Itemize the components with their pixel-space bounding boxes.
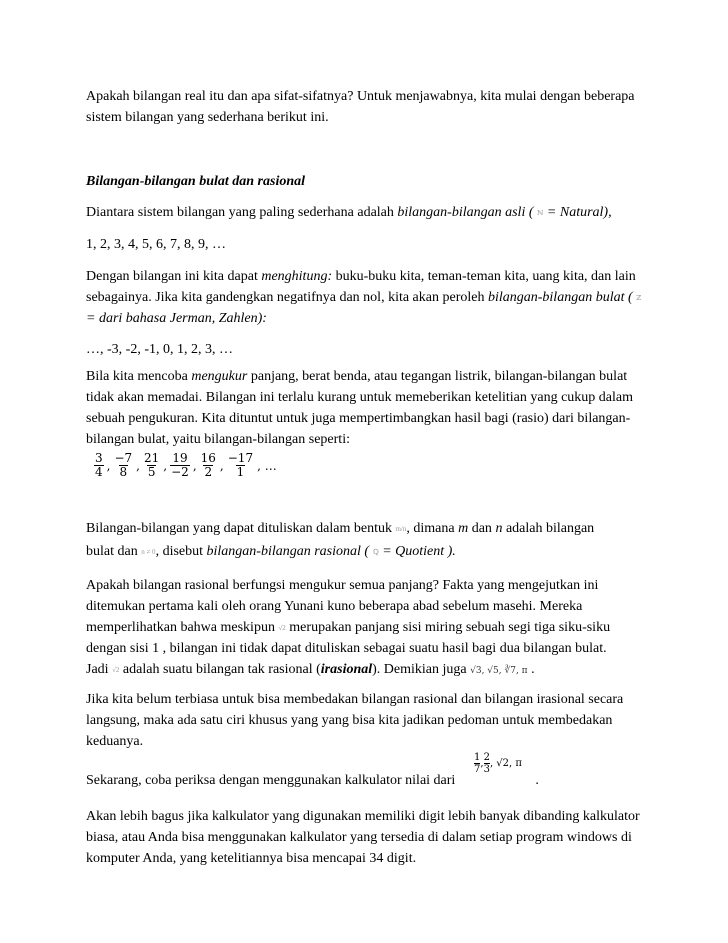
fraction-1: $\frac{3}{4}$ xyxy=(95,451,103,479)
fraction-one-seventh: $\frac{1}{7}$ xyxy=(474,752,481,775)
measure-text: Bila kita mencoba xyxy=(86,369,192,384)
count-after: = dari bahasa Jerman, Zahlen): xyxy=(86,311,267,326)
fraction-form-mn: m/n xyxy=(395,524,407,533)
measure-paragraph xyxy=(86,366,646,450)
fraction-examples: $\frac{3}{4}$ , $\frac{-7}{8}$ , $\frac{21}{5}$ , $\frac{19}{-2}$ , $\frac{16}{2}$ , $\frac{-17}{1}$ , … xyxy=(95,451,277,479)
greek-line-1: Apakah bilangan rasional berfungsi mengukur semua panjang? Fakta yang mengejutkan ini xyxy=(86,578,599,593)
count-paren: ( xyxy=(624,290,637,305)
fraction-3: $\frac{21}{5}$ xyxy=(144,451,160,479)
greek-line-3: memperlihatkan bahwa meskipun √2 merupakan panjang sisi miring sebuah segi tiga siku-siku xyxy=(86,620,611,635)
greek-line-5: Jadi √2 adalah suatu bilangan tak rasional (irasional). Demikian juga √3, √5, ∛7, π . xyxy=(86,662,535,677)
check-values: $\frac{1}{7}$ , $\frac{2}{3}$ , √2, π xyxy=(474,752,522,775)
intro-paragraph: Apakah bilangan real itu dan apa sifat-sifatnya? Untuk menjawabnya, kita mulai dengan beberapa sistem bilangan yang sederhana berikut ini. xyxy=(86,89,635,125)
rational-symbol: ℚ xyxy=(372,547,379,556)
count-mid: buku-buku kita, teman-teman kita, uang kita, dan lain sebagainya. Jika kita gandengkan negatifnya dan nol, kita akan peroleh xyxy=(86,269,636,305)
fraction-2: $\frac{-7}{8}$ xyxy=(114,451,133,479)
nonzero-condition: n ≠ 0 xyxy=(141,547,156,556)
integer-symbol: ℤ xyxy=(636,293,642,302)
irrational-term: irasional xyxy=(320,662,373,677)
measure-term: mengukur xyxy=(191,369,248,384)
count-term2: bilangan-bilangan bulat xyxy=(487,290,625,305)
natural-number-list: 1, 2, 3, 4, 5, 6, 7, 8, 9, … xyxy=(86,237,226,252)
natural-after: = Natural), xyxy=(543,205,612,220)
rational-line-1: Bilangan-bilangan yang dapat dituliskan dalam bentuk m/n, dimana m dan n adalah bilangan xyxy=(86,521,595,536)
natural-text: Diantara sistem bilangan yang paling sederhana adalah xyxy=(86,205,398,220)
natural-symbol: ℕ xyxy=(537,208,544,217)
sqrt2-symbol-2: √2 xyxy=(112,665,120,674)
check-paragraph: Sekarang, coba periksa dengan menggunakan kalkulator nilai dari . xyxy=(86,773,539,788)
natural-paren: ( xyxy=(525,205,538,220)
fraction-5: $\frac{16}{2}$ xyxy=(200,451,216,479)
section-heading: Bilangan-bilangan bulat dan rasional xyxy=(86,174,306,189)
natural-paragraph xyxy=(86,202,666,223)
greek-line-4: dengan sisi 1 , bilangan ini tidak dapat dituliskan sebagai suatu hasil bagi dua bilangan bulat. xyxy=(86,641,607,656)
count-term: menghitung: xyxy=(261,269,333,284)
irrational-examples: √3, √5, ∛7, π xyxy=(470,666,528,676)
fraction-ellipsis: , … xyxy=(257,458,277,473)
natural-term: bilangan-bilangan asli xyxy=(397,205,526,220)
measure-after: panjang, berat benda, atau tegangan listrik, bilangan-bilangan bulat tidak akan memadai. Bilangan ini terlalu kurang untuk memeberikan ketelitian yang cukup dalam sebuah pengukuran. Kita dituntut untuk juga mempertimbangkan hasil bagi (rasio) dari bilangan-bilangan bulat, yaitu bilangan-bilangan seperti: xyxy=(86,369,633,447)
integer-list: …, -3, -2, -1, 0, 1, 2, 3, … xyxy=(86,342,233,357)
fraction-4: $\frac{19}{-2}$ xyxy=(171,451,189,479)
fraction-6: $\frac{-17}{1}$ xyxy=(227,451,254,479)
distinguish-paragraph: Jika kita belum terbiasa untuk bisa membedakan bilangan rasional dan bilangan irasional secara langsung, maka ada satu ciri khusus yang yang bisa kita jadikan pedoman untuk membedakan keduanya. xyxy=(86,692,624,749)
calculator-paragraph: Akan lebih bagus jika kalkulator yang digunakan memiliki digit lebih banyak dibanding kalkulator biasa, atau Anda bisa menggunakan kalkulator yang tersedia di dalam setiap program windows di komputer Anda, yang ketelitiannya bisa mencapai 34 digit. xyxy=(86,809,640,866)
rational-line-2: bulat dan n ≠ 0, disebut bilangan-bilangan rasional ( ℚ = Quotient ). xyxy=(86,544,456,559)
check-rest: , √2, π xyxy=(489,758,522,769)
greek-line-2: ditemukan pertama kali oleh orang Yunani kuno beberapa abad sebelum masehi. Mereka xyxy=(86,599,583,614)
rational-term: bilangan-bilangan rasional xyxy=(206,544,361,559)
counting-paragraph xyxy=(86,266,646,329)
sqrt2-symbol: √2 xyxy=(278,623,286,632)
fraction-two-thirds: $\frac{2}{3}$ xyxy=(483,752,490,775)
count-text: Dengan bilangan ini kita dapat xyxy=(86,269,262,284)
